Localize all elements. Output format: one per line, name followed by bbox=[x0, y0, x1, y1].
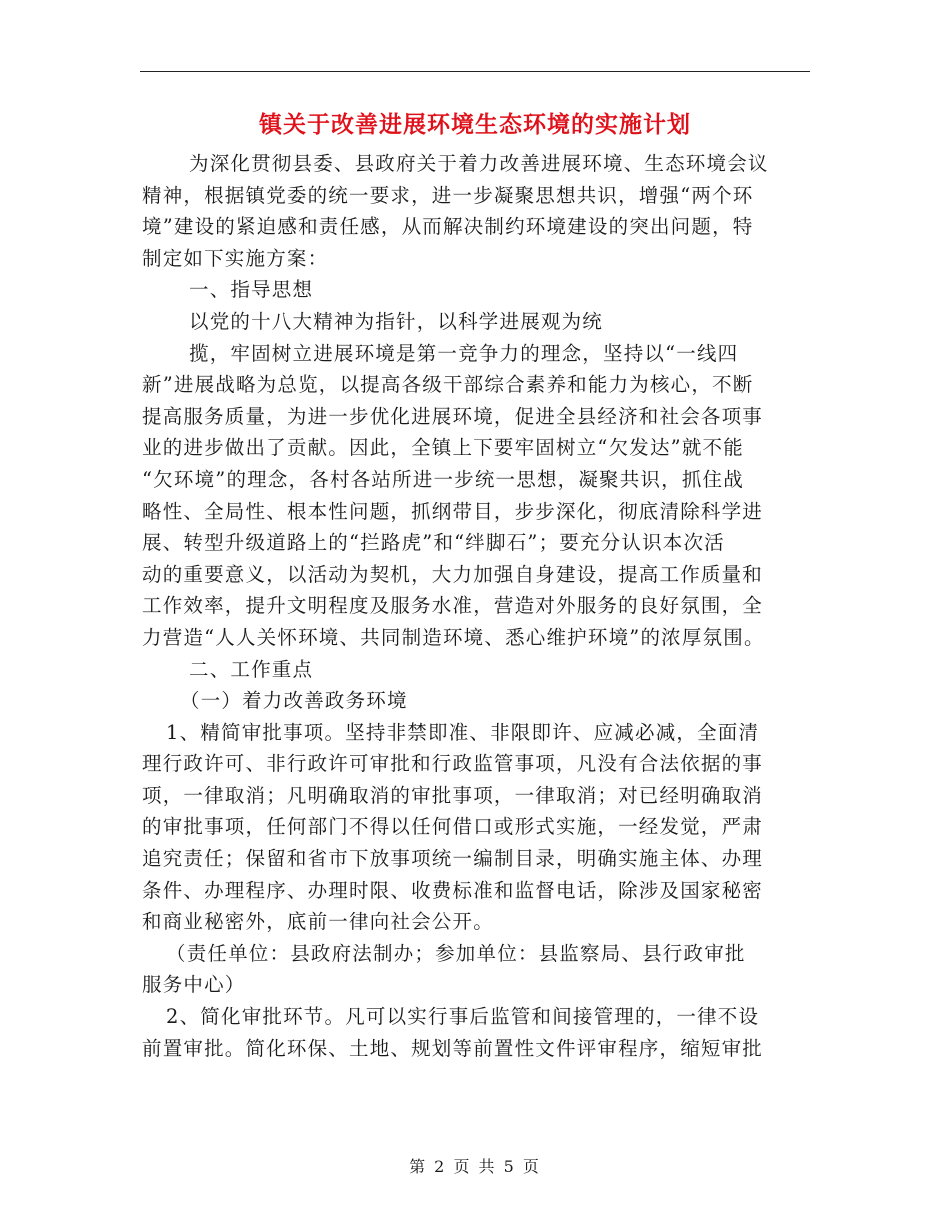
paragraph-line: 力营造“人人关怀环境、共同制造环境、悉心维护环境”的浓厚氛围。 bbox=[142, 625, 765, 649]
paragraph-line: “欠环境”的理念，各村各站所进一步统一思想，凝聚共识，抓住战 bbox=[142, 467, 744, 491]
paragraph-line: 和商业秘密外，底前一律向社会公开。 bbox=[142, 910, 494, 934]
paragraph-line: 略性、全局性、根本性问题，抓纲带目，步步深化，彻底清除科学进 bbox=[142, 499, 764, 523]
paragraph-line: 理行政许可、非行政许可审批和行政监管事项，凡没有合法依据的事 bbox=[142, 752, 764, 776]
paragraph-line: 项，一律取消；凡明确取消的审批事项，一律取消；对已经明确取消 bbox=[142, 783, 764, 807]
header-rule bbox=[140, 71, 810, 72]
paragraph-line: 1、精简审批事项。坚持非禁即准、非限即许、应减必减，全面清 bbox=[166, 720, 760, 744]
paragraph-line: 2、简化审批环节。凡可以实行事后监管和间接管理的，一律不设 bbox=[166, 1005, 760, 1029]
paragraph-line: 展、转型升级道路上的“拦路虎”和“绊脚石”；要充分认识本次活 bbox=[142, 531, 725, 555]
page-number: 第 2 页 共 5 页 bbox=[409, 1157, 541, 1176]
paragraph-line: 服务中心） bbox=[142, 973, 246, 997]
document-body bbox=[142, 148, 818, 1064]
paragraph-line: 工作效率，提升文明程度及服务水准，营造对外服务的良好氛围，全 bbox=[142, 594, 764, 618]
paragraph-line: 条件、办理程序、办理时限、收费标准和监督电话，除涉及国家秘密 bbox=[142, 878, 764, 902]
paragraph-line: 的审批事项，任何部门不得以任何借口或形式实施，一经发觉，严肃 bbox=[142, 815, 764, 839]
paragraph-line: 以党的十八大精神为指针，以科学进展观为统 bbox=[189, 309, 604, 333]
section-heading: 一、指导思想 bbox=[189, 278, 314, 302]
paragraph-line: 前置审批。简化环保、土地、规划等前置性文件评审程序，缩短审批 bbox=[142, 1036, 764, 1060]
paragraph-line: 动的重要意义，以活动为契机，大力加强自身建设，提高工作质量和 bbox=[142, 562, 764, 586]
paragraph-line: 业的进步做出了贡献。因此，全镇上下要牢固树立“欠发达”就不能 bbox=[142, 436, 744, 460]
paragraph-line: 境”建设的紧迫感和责任感，从而解决制约环境建设的突出问题，特 bbox=[142, 215, 754, 239]
paragraph-line: 新”进展战略为总览，以提高各级干部综合素养和能力为核心，不断 bbox=[142, 373, 754, 397]
paragraph-line: 提高服务质量，为进一步优化进展环境，促进全县经济和社会各项事 bbox=[142, 404, 764, 428]
paragraph-line: （责任单位：县政府法制办；参加单位：县监察局、县行政审批 bbox=[166, 941, 746, 965]
paragraph-line: 制定如下实施方案： bbox=[142, 246, 329, 270]
paragraph-line: 追究责任；保留和省市下放事项统一编制目录，明确实施主体、办理 bbox=[142, 847, 764, 871]
paragraph-line: 精神，根据镇党委的统一要求，进一步凝聚思想共识，增强“两个环 bbox=[142, 183, 754, 207]
subsection-heading: （一）着力改善政务环境 bbox=[180, 689, 408, 713]
section-heading: 二、工作重点 bbox=[189, 657, 314, 681]
paragraph-line: 为深化贯彻县委、县政府关于着力改善进展环境、生态环境会议 bbox=[189, 152, 769, 175]
paragraph-line: 揽，牢固树立进展环境是第一竞争力的理念，坚持以“一线四 bbox=[189, 341, 739, 365]
document-title: 镇关于改善进展环境生态环境的实施计划 bbox=[259, 111, 691, 138]
